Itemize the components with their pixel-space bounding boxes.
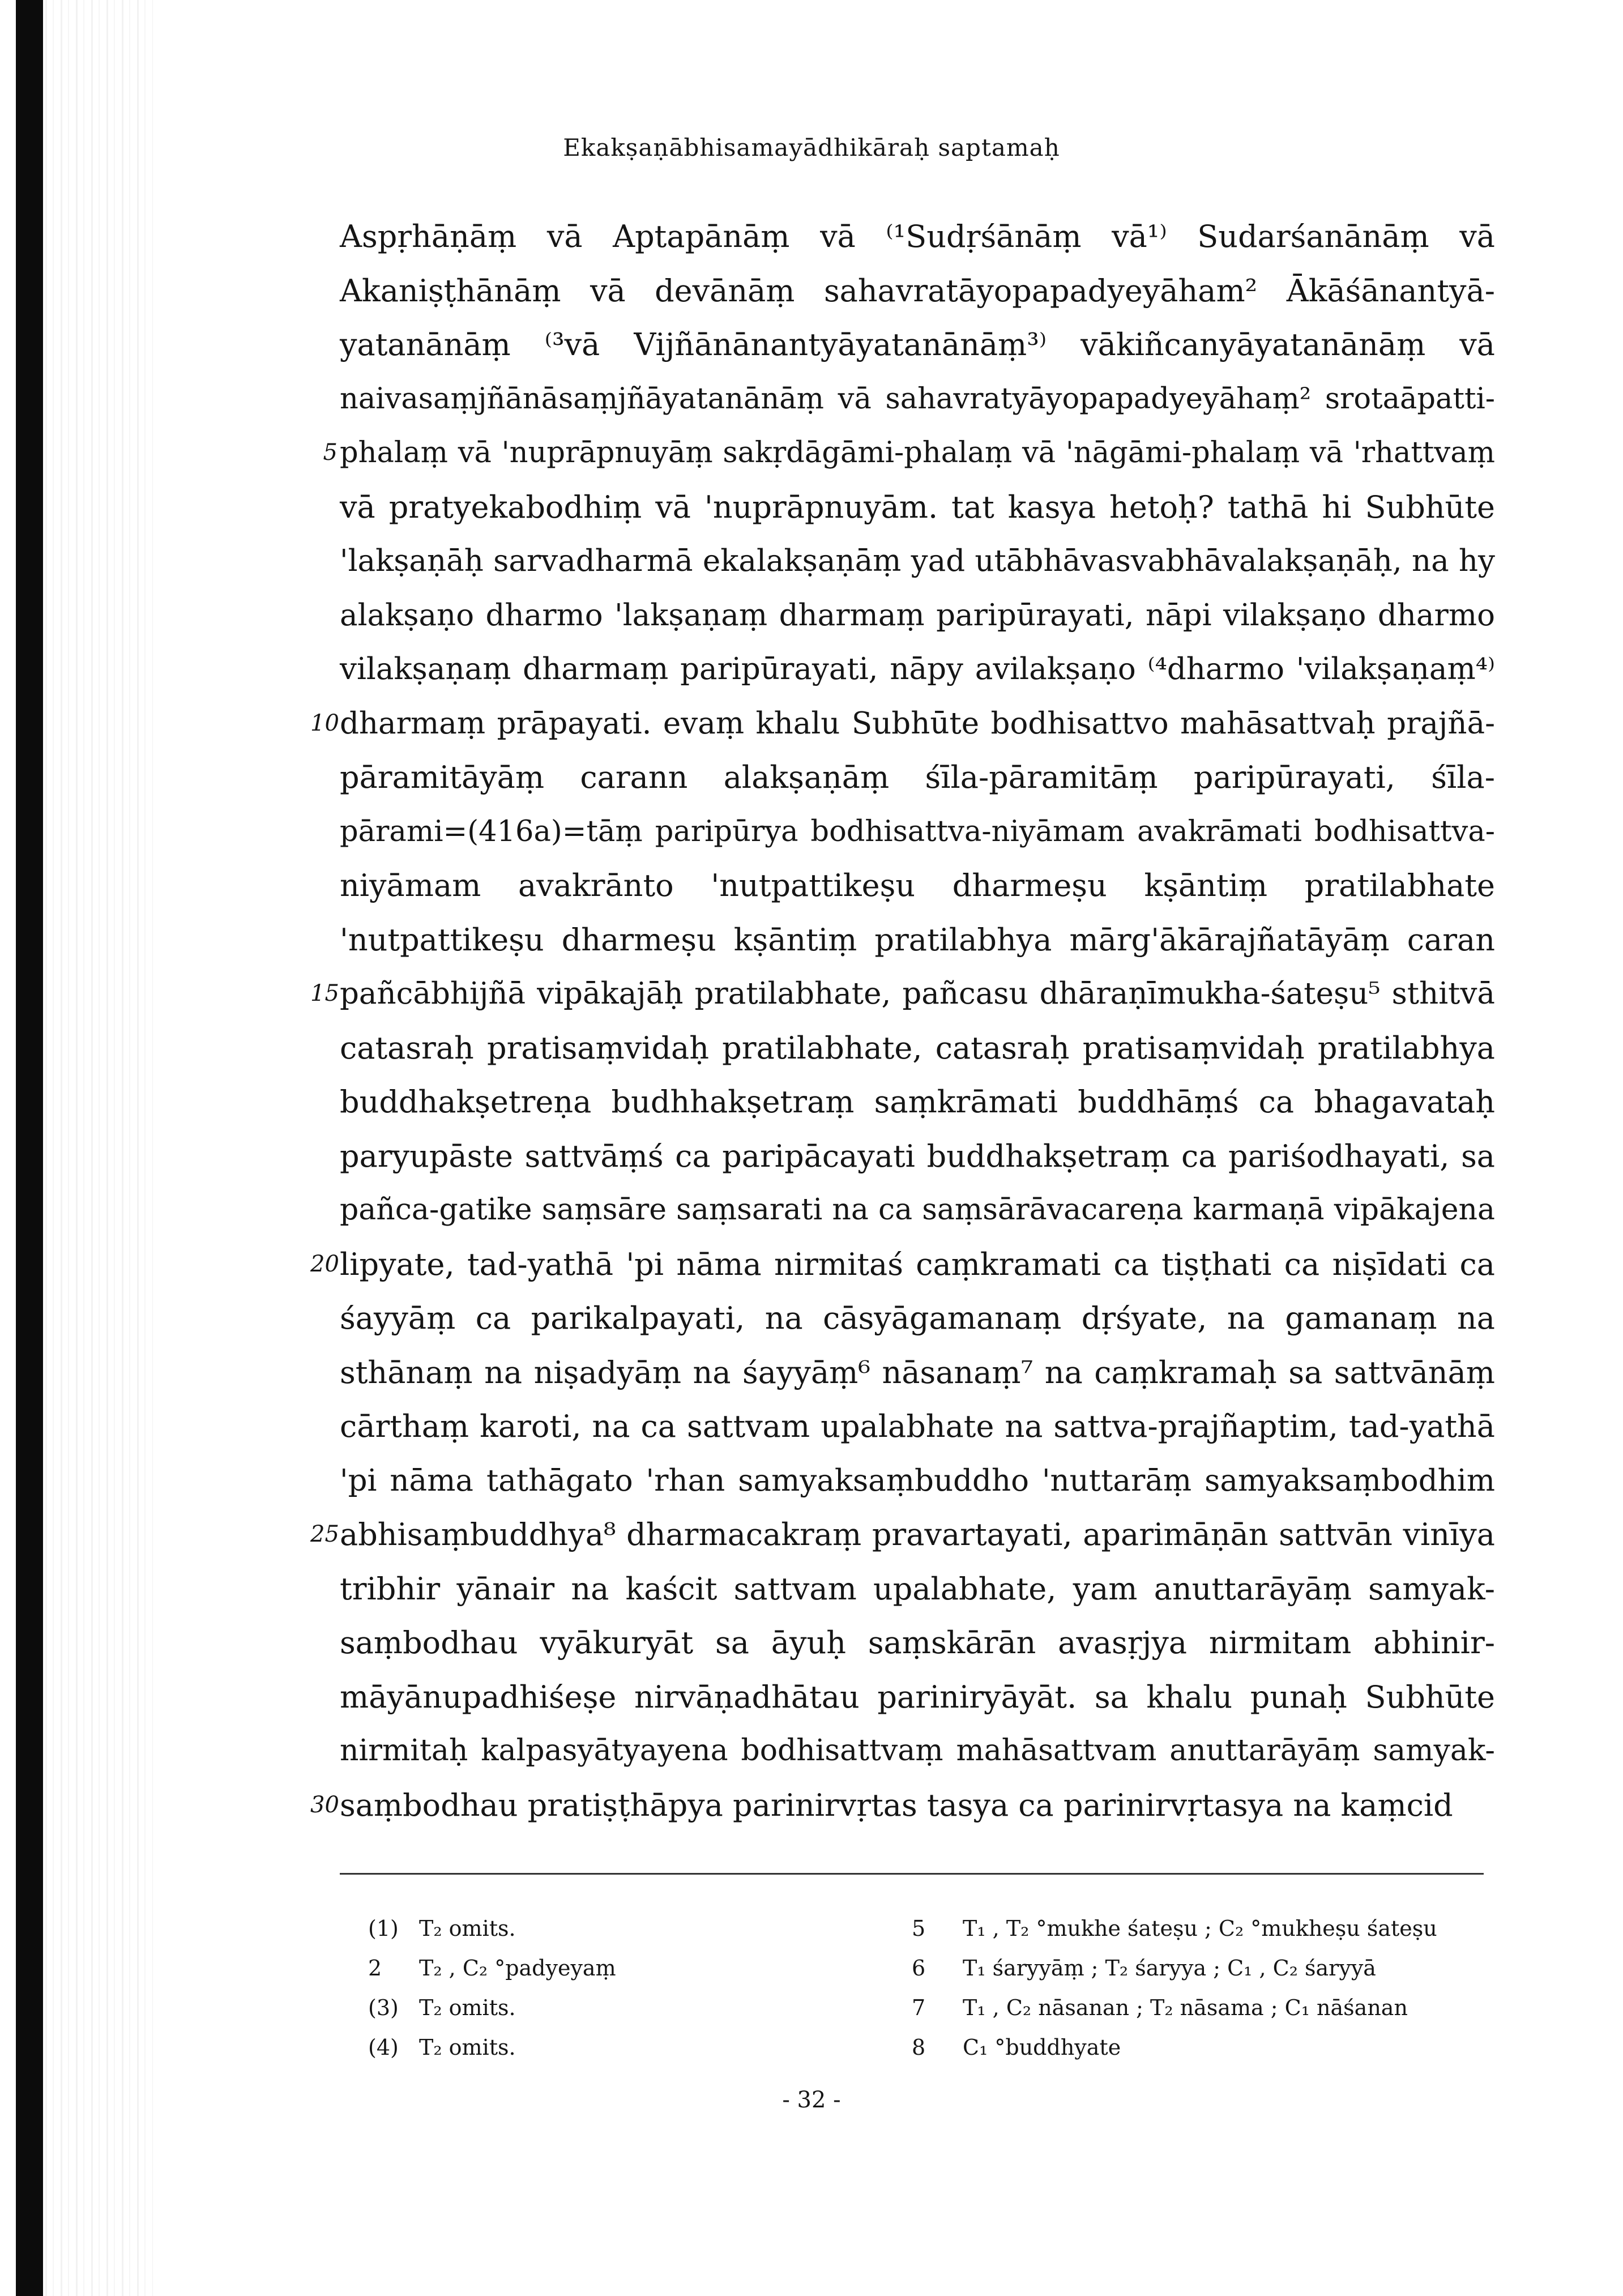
text-line: [310, 967, 1495, 1021]
running-header: Ekakṣaṇābhisamayādhikāraḥ saptamaḥ: [563, 134, 1060, 161]
footnote: [368, 1909, 878, 1948]
text-line: [340, 264, 1495, 318]
footnote: [368, 2028, 878, 2067]
line-text: śayyāṃ ca parikalpayati, na cāsyāgamanaṃ dṛśyate, na gamanaṃ na: [340, 1300, 1495, 1336]
line-text: phalaṃ vā 'nuprāpnuyāṃ sakṛdāgāmi-phalaṃ vā 'nāgāmi-phalaṃ vā 'rhattvaṃ: [340, 436, 1495, 470]
line-text: 'pi nāma tathāgato 'rhan samyaksaṃbuddho 'nuttarāṃ samyaksaṃbodhim: [340, 1463, 1495, 1498]
line-text: vā pratyekabodhiṃ vā 'nuprāpnuyām. tat kasya hetoḥ? tathā hi Subhūte: [340, 489, 1495, 525]
line-text: māyānupadhiśeṣe nirvāṇadhātau pariniryāyāt. sa khalu punaḥ Subhūte: [340, 1679, 1495, 1715]
footnote-text: T₂ omits.: [419, 1916, 516, 1941]
text-line: [323, 426, 1495, 480]
footnote: [368, 1948, 878, 1988]
page-number: - 32 -: [782, 2087, 841, 2113]
footnote: [912, 1988, 1535, 2028]
line-number: 30: [310, 1791, 339, 1818]
footnote-text: T₂ omits.: [419, 2035, 516, 2060]
line-text: vilakṣaṇaṃ dharmaṃ paripūrayati, nāpy avilakṣaṇo ⁽⁴dharmo 'vilakṣaṇaṃ⁴⁾: [340, 652, 1495, 686]
line-number: 15: [310, 980, 339, 1006]
footnote-separator: [340, 1873, 1484, 1875]
text-line: [340, 1291, 1495, 1346]
line-text: Aspṛhāṇāṃ vā Aptapānāṃ vā ⁽¹Sudṛśānāṃ vā¹⁾ Sudarśanānāṃ vā: [340, 219, 1495, 254]
text-line: [310, 697, 1495, 751]
footnote: [912, 1909, 1535, 1948]
line-text: naivasaṃjñānāsaṃjñāyatanānāṃ vā sahavratyāyopapadyeyāhaṃ² srotaāpatti-: [340, 382, 1495, 416]
line-text: catasraḥ pratisaṃvidaḥ pratilabhate, catasraḥ pratisaṃvidaḥ pratilabhya: [340, 1030, 1495, 1066]
line-text: 'lakṣaṇāḥ sarvadharmā ekalakṣaṇāṃ yad utābhāvasvabhāvalakṣaṇāḥ, na hy: [340, 544, 1495, 578]
line-text: 'nutpattikeṣu dharmeṣu kṣāntiṃ pratilabhya mārg'ākārajñatāyāṃ caran: [340, 921, 1495, 958]
text-line: [340, 805, 1495, 859]
footnote-text: T₁ , T₂ °mukhe śateṣu ; C₂ °mukheṣu śateṣu: [963, 1916, 1437, 1941]
footnote-text: T₂ omits.: [419, 1995, 516, 2020]
footnote-mark: 6: [912, 1956, 926, 1981]
footnote-text: T₁ , C₂ nāsanan ; T₂ nāsama ; C₁ nāśanan: [963, 1995, 1408, 2020]
scan-gutter-shadow: [45, 0, 153, 2296]
line-text: dharmaṃ prāpayati. evaṃ khalu Subhūte bodhisattvo mahāsattvaḥ prajñā-: [340, 706, 1495, 741]
footnote-mark: 8: [912, 2035, 926, 2060]
text-line: [340, 1670, 1495, 1725]
line-number: 25: [310, 1521, 339, 1547]
text-line: [340, 1346, 1495, 1400]
line-text: pañcābhijñā vipākajāḥ pratilabhate, pañcasu dhāraṇīmukha-śateṣu⁵ sthitvā: [340, 976, 1495, 1011]
line-text: lipyate, tad-yathā 'pi nāma nirmitaś caṃkramati ca tiṣṭhati ca niṣīdati ca: [340, 1246, 1495, 1282]
text-line: [340, 1075, 1495, 1129]
text-line: [340, 1129, 1495, 1184]
text-line: [340, 1724, 1495, 1778]
footnote: [368, 1988, 878, 2028]
line-text: abhisaṃbuddhya⁸ dharmacakraṃ pravartayati, aparimāṇān sattvān vinīya: [340, 1517, 1495, 1552]
line-text: cārthaṃ karoti, na ca sattvam upalabhate na sattva-prajñaptim, tad-yathā: [340, 1409, 1495, 1444]
line-number: 20: [310, 1251, 339, 1277]
footnote-text: C₁ °buddhyate: [963, 2035, 1121, 2060]
text-line: [340, 480, 1495, 535]
line-text: paryupāste sattvāṃś ca paripācayati buddhakṣetraṃ ca pariśodhayati, sa: [340, 1138, 1495, 1174]
footnote-mark: 5: [912, 1916, 926, 1941]
footnote-text: T₂ , C₂ °padyeyaṃ: [419, 1956, 616, 1981]
footnote-mark: (1): [368, 1916, 399, 1941]
footnote-text: T₁ śaryyāṃ ; T₂ śaryya ; C₁ , C₂ śaryyā: [963, 1956, 1376, 1981]
text-line: [340, 859, 1495, 913]
text-line: [340, 318, 1495, 372]
line-number: 5: [323, 439, 338, 466]
text-line: [310, 1508, 1495, 1562]
footnote: [912, 1948, 1535, 1988]
footnote: [912, 2028, 1535, 2067]
text-line: [340, 1454, 1495, 1508]
main-text: [310, 210, 1495, 1832]
text-line: [310, 1778, 1495, 1833]
footnotes-right-column: [912, 1909, 1535, 2067]
text-line: [340, 1021, 1495, 1076]
text-line: [340, 642, 1495, 697]
line-text: buddhakṣetreṇa budhhakṣetraṃ saṃkrāmati buddhāṃś ca bhagavataḥ: [340, 1084, 1495, 1120]
line-text: niyāmam avakrānto 'nutpattikeṣu dharmeṣu kṣāntiṃ pratilabhate: [340, 868, 1495, 903]
footnote-mark: 2: [368, 1956, 382, 1981]
scan-binding-edge: [16, 0, 43, 2296]
text-line: [340, 588, 1495, 643]
text-line: [340, 534, 1495, 588]
line-text: pārami=(416a)=tāṃ paripūrya bodhisattva-niyāmam avakrāmati bodhisattva-: [340, 814, 1495, 848]
line-text: sthānaṃ na niṣadyāṃ na śayyāṃ⁶ nāsanaṃ⁷ na caṃkramaḥ sa sattvānāṃ: [340, 1354, 1495, 1390]
text-line: [340, 372, 1495, 426]
line-text: pañca-gatike saṃsāre saṃsarati na ca saṃsārāvacareṇa karmaṇā vipākajena: [340, 1193, 1495, 1227]
text-line: [340, 1616, 1495, 1670]
line-text: yatanānāṃ ⁽³vā Vijñānānantyāyatanānāṃ³⁾ vākiñcanyāyatanānāṃ vā: [340, 327, 1495, 362]
line-text: pāramitāyāṃ carann alakṣaṇāṃ śīla-pāramitāṃ paripūrayati, śīla-: [340, 759, 1495, 795]
footnote-mark: (4): [368, 2035, 399, 2060]
line-text: saṃbodhau vyākuryāt sa āyuḥ saṃskārān avasṛjya nirmitam abhinir-: [340, 1625, 1495, 1661]
footnotes-left-column: [368, 1909, 878, 2067]
text-line: [340, 210, 1495, 264]
line-text: Akaniṣṭhānāṃ vā devānāṃ sahavratāyopapadyeyāham² Ākāśānantyā-: [340, 272, 1495, 309]
text-line: [340, 1399, 1495, 1454]
text-line: [310, 1237, 1495, 1292]
line-text: alakṣaṇo dharmo 'lakṣaṇaṃ dharmaṃ paripūrayati, nāpi vilakṣaṇo dharmo: [340, 598, 1495, 633]
line-text: nirmitaḥ kalpasyātyayena bodhisattvaṃ mahāsattvam anuttarāyāṃ samyak-: [340, 1734, 1495, 1768]
line-text: tribhir yānair na kaścit sattvam upalabhate, yam anuttarāyāṃ samyak-: [340, 1571, 1495, 1607]
line-number: 10: [310, 710, 339, 736]
footnote-mark: 7: [912, 1995, 926, 2020]
text-line: [340, 913, 1495, 967]
text-line: [340, 1183, 1495, 1237]
text-line: [340, 750, 1495, 805]
text-line: [340, 1562, 1495, 1616]
footnote-mark: (3): [368, 1995, 399, 2020]
line-text: saṃbodhau pratiṣṭhāpya parinirvṛtas tasya ca parinirvṛtasya na kaṃcid: [340, 1787, 1453, 1823]
